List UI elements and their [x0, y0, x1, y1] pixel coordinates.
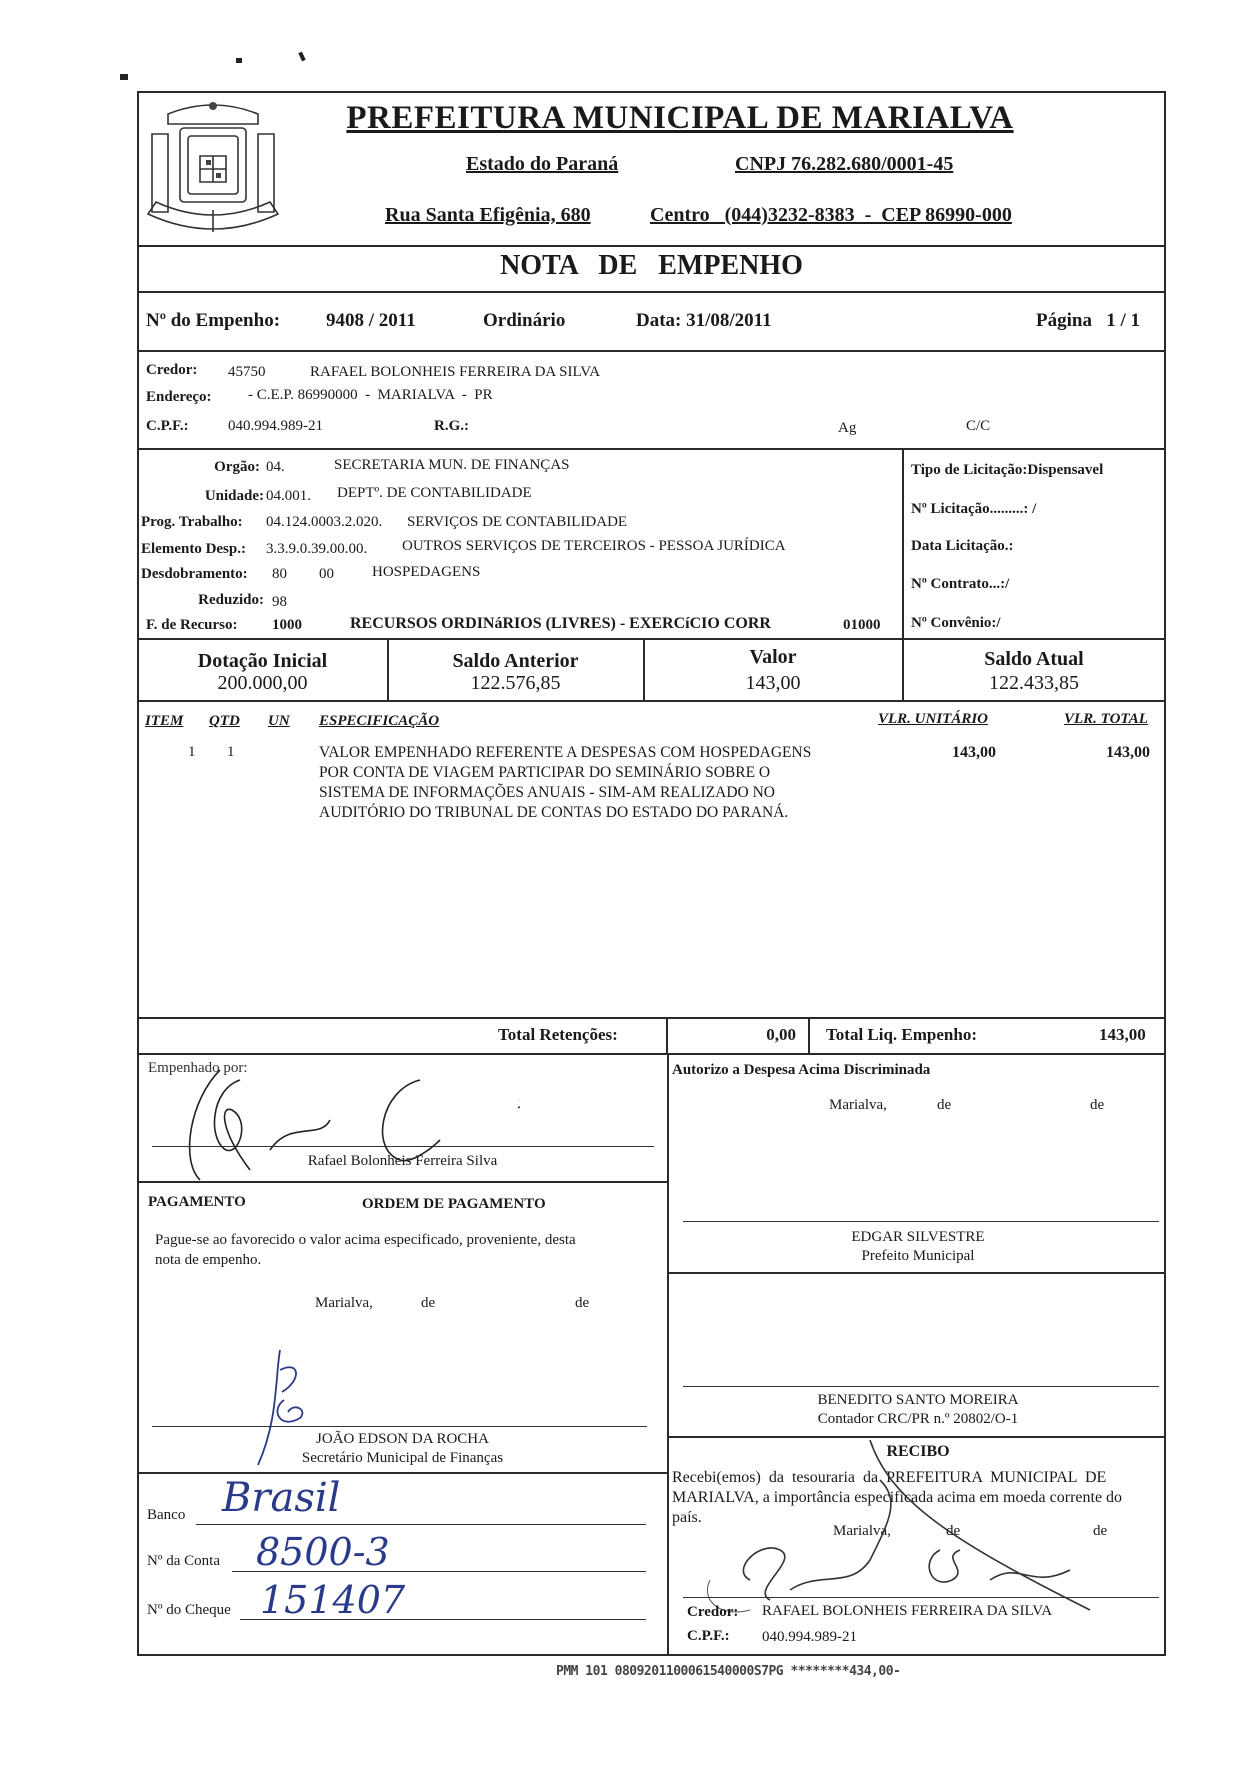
conta-handwritten: 8500-3	[256, 1530, 390, 1574]
pagamento-de2: de	[575, 1295, 590, 1311]
state-name: Estado do Paraná	[466, 153, 619, 175]
prog-code: 04.124.0003.2.020.	[266, 514, 383, 530]
coat-of-arms-logo	[140, 94, 286, 242]
licitacao-number: Nº Licitação.........: /	[911, 501, 1037, 517]
cpf-value: 040.994.989-21	[228, 418, 323, 434]
total-retencoes-label: Total Retenções:	[498, 1025, 618, 1044]
col-item: ITEM	[145, 713, 184, 729]
recibo-city: Marialva,	[833, 1523, 891, 1539]
pagamento-text-2: nota de empenho.	[155, 1252, 262, 1268]
item-desc-line: POR CONTA DE VIAGEM PARTICIPAR DO SEMINÁRIO SOBRE O	[319, 764, 771, 781]
total-retencoes-value: 0,00	[766, 1025, 796, 1044]
col-un: UN	[268, 713, 290, 729]
address: Rua Santa Efigênia, 680	[385, 204, 591, 226]
secretario-role: Secretário Municipal de Finanças	[301, 1450, 504, 1466]
credor-code: 45750	[228, 364, 266, 380]
elemento-code: 3.3.9.0.39.00.00.	[266, 541, 368, 557]
contador-name: BENEDITO SANTO MOREIRA	[817, 1392, 1019, 1408]
credor-label: Credor:	[146, 362, 198, 378]
unidade-name: DEPTº. DE CONTABILIDADE	[337, 485, 532, 501]
doc-title: NOTA DE EMPENHO	[500, 250, 803, 281]
autorizo-de1: de	[937, 1097, 952, 1113]
licitacao-type: Tipo de Licitação:Dispensavel	[911, 462, 1104, 478]
recibo-credor-name: RAFAEL BOLONHEIS FERREIRA DA SILVA	[762, 1603, 1053, 1619]
recibo-cpf-value: 040.994.989-21	[762, 1629, 857, 1645]
empenhado-label: Empenhado por:	[148, 1060, 248, 1076]
recibo-de1: de	[946, 1523, 961, 1539]
unidade-label: Unidade:	[204, 488, 264, 504]
autorizo-label: Autorizo a Despesa Acima Discriminada	[672, 1062, 931, 1078]
empenho-type: Ordinário	[483, 310, 566, 331]
convenio-number: Nº Convênio:/	[911, 615, 1001, 631]
orgao-code: 04.	[266, 459, 285, 475]
banco-label: Banco	[147, 1507, 186, 1523]
empenho-date: Data: 31/08/2011	[636, 310, 772, 331]
col-especificacao: ESPECIFICAÇÃO	[319, 713, 440, 729]
empenhado-name: Rafael Bolonheis Ferreira Silva	[307, 1153, 498, 1169]
orgao-label: Orgão:	[214, 459, 260, 475]
elemento-name: OUTROS SERVIÇOS DE TERCEIROS - PESSOA JURÍDICA	[402, 538, 786, 554]
fonte-name: RECURSOS ORDINáRIOS (LIVRES) - EXERCíCIO CORR	[350, 615, 771, 632]
banco-handwritten: Brasil	[222, 1475, 341, 1521]
dotacao-label: Dotação Inicial	[197, 650, 328, 672]
recibo-title: RECIBO	[886, 1443, 950, 1460]
secretario-name: JOÃO EDSON DA ROCHA	[316, 1431, 489, 1447]
ag-label: Ag	[838, 420, 857, 436]
recibo-text-3: país.	[672, 1509, 702, 1526]
total-liquido-label: Total Liq. Empenho:	[826, 1025, 977, 1044]
desdobramento-code1: 80	[272, 566, 287, 582]
fonte-code2: 01000	[843, 617, 881, 633]
desdobramento-name: HOSPEDAGENS	[372, 564, 481, 580]
orgao-name: SECRETARIA MUN. DE FINANÇAS	[334, 457, 570, 473]
saldo-anterior-value: 122.576,85	[470, 672, 561, 694]
pagamento-text-1: Pague-se ao favorecido o valor acima especificado, proveniente, desta	[155, 1232, 576, 1248]
recibo-cpf-label: C.P.F.:	[687, 1628, 730, 1644]
item-total-value: 143,00	[1106, 744, 1150, 761]
item-desc-line: VALOR EMPENHADO REFERENTE A DESPESAS COM HOSPEDAGENS	[319, 744, 812, 761]
empenho-number: 9408 / 2011	[326, 310, 416, 331]
item-desc-line: SISTEMA DE INFORMAÇÕES ANUAIS - SIM-AM REALIZADO NO	[319, 784, 775, 801]
scan-mark	[298, 52, 305, 62]
scan-mark	[236, 58, 242, 63]
licitacao-date: Data Licitação.:	[911, 538, 1014, 554]
elemento-label: Elemento Desp.:	[141, 541, 246, 557]
col-unit-value: VLR. UNITÁRIO	[878, 711, 989, 727]
saldo-anterior-label: Saldo Anterior	[452, 650, 579, 672]
fonte-label: F. de Recurso:	[146, 617, 238, 633]
prefeito-name: EDGAR SILVESTRE	[851, 1229, 985, 1245]
contrato-number: Nº Contrato...:/	[911, 576, 1010, 592]
autorizo-de2: de	[1090, 1097, 1105, 1113]
col-total-value: VLR. TOTAL	[1064, 711, 1148, 727]
recibo-text-1: Recebi(emos) da tesouraria da PREFEITURA MUNICIPAL DE	[672, 1469, 1107, 1486]
rg-label: R.G.:	[434, 418, 469, 434]
cheque-handwritten: 151407	[260, 1578, 406, 1622]
page-number: Página 1 / 1	[1036, 310, 1140, 331]
item-qtd: 1	[227, 744, 235, 760]
cnpj: CNPJ 76.282.680/0001-45	[735, 153, 954, 175]
endereco-value: - C.E.P. 86990000 - MARIALVA - PR	[248, 387, 493, 403]
fonte-code: 1000	[272, 617, 302, 633]
scan-mark	[120, 74, 128, 80]
recibo-text-2: MARIALVA, a importância especificada acima em moeda corrente do	[672, 1489, 1123, 1506]
prog-name: SERVIÇOS DE CONTABILIDADE	[407, 514, 628, 530]
endereco-label: Endereço:	[146, 389, 212, 405]
cheque-label: Nº do Cheque	[147, 1602, 231, 1618]
cc-label: C/C	[966, 418, 991, 434]
pagamento-label: PAGAMENTO	[148, 1194, 246, 1210]
saldo-atual-value: 122.433,85	[989, 672, 1079, 694]
reduzido-code: 98	[272, 594, 287, 610]
dotacao-value: 200.000,00	[217, 672, 308, 694]
recibo-de2: de	[1093, 1523, 1108, 1539]
unidade-code: 04.001.	[266, 488, 311, 504]
cpf-label: C.P.F.:	[146, 418, 189, 434]
valor-value: 143,00	[745, 672, 801, 694]
autorizo-city: Marialva,	[829, 1097, 887, 1113]
ordem-pagamento-label: ORDEM DE PAGAMENTO	[362, 1196, 546, 1212]
valor-label: Valor	[749, 646, 797, 668]
desdobramento-label: Desdobramento:	[141, 566, 248, 582]
prog-label: Prog. Trabalho:	[141, 514, 243, 530]
item-number: 1	[188, 744, 196, 760]
pagamento-city: Marialva,	[315, 1295, 373, 1311]
credor-name: RAFAEL BOLONHEIS FERREIRA DA SILVA	[310, 364, 601, 380]
page-title: PREFEITURA MUNICIPAL DE MARIALVA	[346, 100, 1014, 136]
recibo-credor-label: Credor:	[687, 1604, 739, 1620]
pagamento-de1: de	[421, 1295, 436, 1311]
total-liquido-value: 143,00	[1099, 1025, 1146, 1044]
reduzido-label: Reduzido:	[198, 592, 264, 608]
prefeito-role: Prefeito Municipal	[861, 1248, 975, 1264]
col-qtd: QTD	[209, 713, 240, 729]
empenho-number-label: Nº do Empenho:	[146, 310, 281, 331]
item-desc-line: AUDITÓRIO DO TRIBUNAL DE CONTAS DO ESTADO DO PARANÁ.	[319, 804, 789, 821]
contador-crc: Contador CRC/PR n.º 20802/O-1	[817, 1411, 1019, 1427]
item-unit-value: 143,00	[952, 744, 996, 761]
saldo-atual-label: Saldo Atual	[984, 648, 1084, 670]
desdobramento-code2: 00	[319, 566, 334, 582]
address-contact: Centro (044)3232-8383 - CEP 86990-000	[650, 204, 1012, 226]
footer-code: PMM 101 0809201100061540000S7PG ********434,00-	[556, 1664, 901, 1679]
conta-label: Nº da Conta	[147, 1553, 220, 1569]
